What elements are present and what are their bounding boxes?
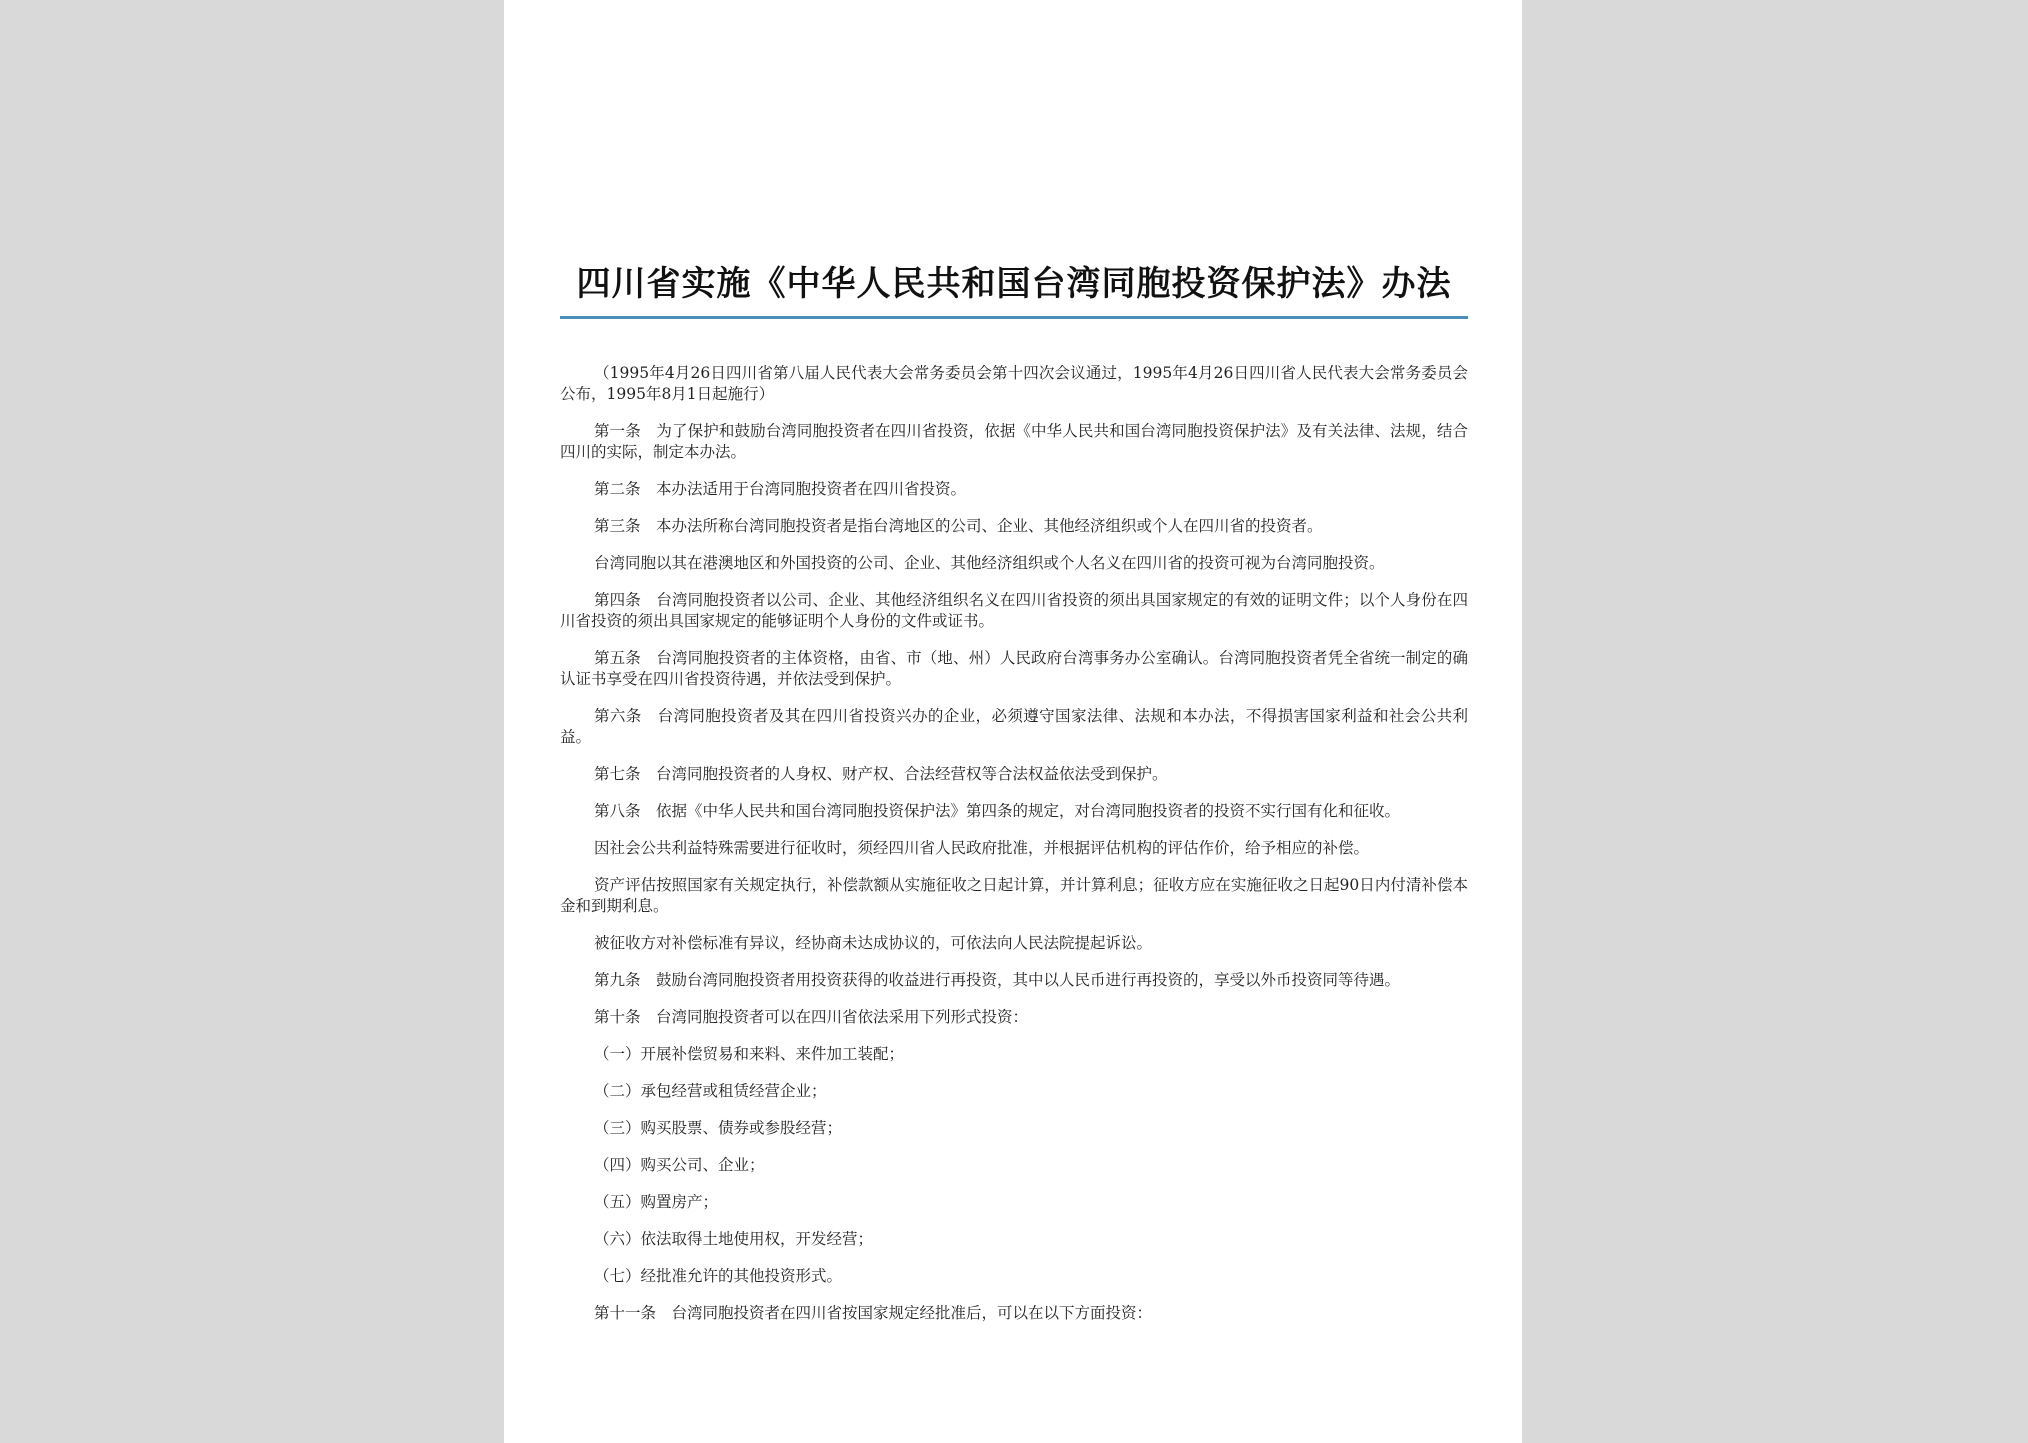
investment-form-7: （七）经批准允许的其他投资形式。 <box>594 1267 843 1285</box>
article-2: 第二条 本办法适用于台湾同胞投资者在四川省投资。 <box>594 480 967 498</box>
investment-form-4: （四）购买公司、企业； <box>594 1156 765 1174</box>
investment-form-5: （五）购置房产； <box>594 1193 719 1211</box>
investment-form-6: （六）依法取得土地使用权，开发经营； <box>594 1230 874 1248</box>
document-page <box>504 0 1522 1443</box>
article-1: 第一条 为了保护和鼓励台湾同胞投资者在四川省投资，依据《中华人民共和国台湾同胞投资保护法》及有关法律、法规，结合四川的实际，制定本办法。 <box>560 422 1468 461</box>
article-8-paragraph-2: 因社会公共利益特殊需要进行征收时，须经四川省人民政府批准，并根据评估机构的评估作价，给予相应的补偿。 <box>594 839 1370 857</box>
article-3: 第三条 本办法所称台湾同胞投资者是指台湾地区的公司、企业、其他经济组织或个人在四川省的投资者。 <box>594 517 1323 535</box>
article-9: 第九条 鼓励台湾同胞投资者用投资获得的收益进行再投资，其中以人民币进行再投资的，享受以外币投资同等待遇。 <box>594 971 1401 989</box>
article-4: 第四条 台湾同胞投资者以公司、企业、其他经济组织名义在四川省投资的须出具国家规定的有效的证明文件；以个人身份在四川省投资的须出具国家规定的能够证明个人身份的文件或证书。 <box>560 591 1468 630</box>
article-3-paragraph-2: 台湾同胞以其在港澳地区和外国投资的公司、企业、其他经济组织或个人名义在四川省的投资可视为台湾同胞投资。 <box>594 554 1385 572</box>
investment-form-1: （一）开展补偿贸易和来料、来件加工装配； <box>594 1045 905 1063</box>
article-8: 第八条 依据《中华人民共和国台湾同胞投资保护法》第四条的规定，对台湾同胞投资者的投资不实行国有化和征收。 <box>594 802 1401 820</box>
article-6: 第六条 台湾同胞投资者及其在四川省投资兴办的企业，必须遵守国家法律、法规和本办法，不得损害国家利益和社会公共利益。 <box>560 707 1468 746</box>
article-5: 第五条 台湾同胞投资者的主体资格，由省、市（地、州）人民政府台湾事务办公室确认。台湾同胞投资者凭全省统一制定的确认证书享受在四川省投资待遇，并依法受到保护。 <box>560 649 1468 688</box>
preamble: （1995年4月26日四川省第八届人民代表大会常务委员会第十四次会议通过，1995年4月26日四川省人民代表大会常务委员会公布，1995年8月1日起施行） <box>560 364 1468 403</box>
document-content <box>560 262 1468 1340</box>
article-7: 第七条 台湾同胞投资者的人身权、财产权、合法经营权等合法权益依法受到保护。 <box>594 765 1168 783</box>
document-title: 四川省实施《中华人民共和国台湾同胞投资保护法》办法 <box>576 264 1452 304</box>
article-11: 第十一条 台湾同胞投资者在四川省按国家规定经批准后，可以在以下方面投资： <box>594 1304 1153 1322</box>
article-10: 第十条 台湾同胞投资者可以在四川省依法采用下列形式投资： <box>594 1008 1029 1026</box>
investment-form-2: （二）承包经营或租赁经营企业； <box>594 1082 827 1100</box>
investment-form-3: （三）购买股票、债券或参股经营； <box>594 1119 843 1137</box>
article-8-paragraph-4: 被征收方对补偿标准有异议，经协商未达成协议的，可依法向人民法院提起诉讼。 <box>594 934 1153 952</box>
title-divider <box>560 316 1468 319</box>
article-8-paragraph-3: 资产评估按照国家有关规定执行，补偿款额从实施征收之日起计算，并计算利息；征收方应在实施征收之日起90日内付清补偿本金和到期利息。 <box>560 876 1468 915</box>
